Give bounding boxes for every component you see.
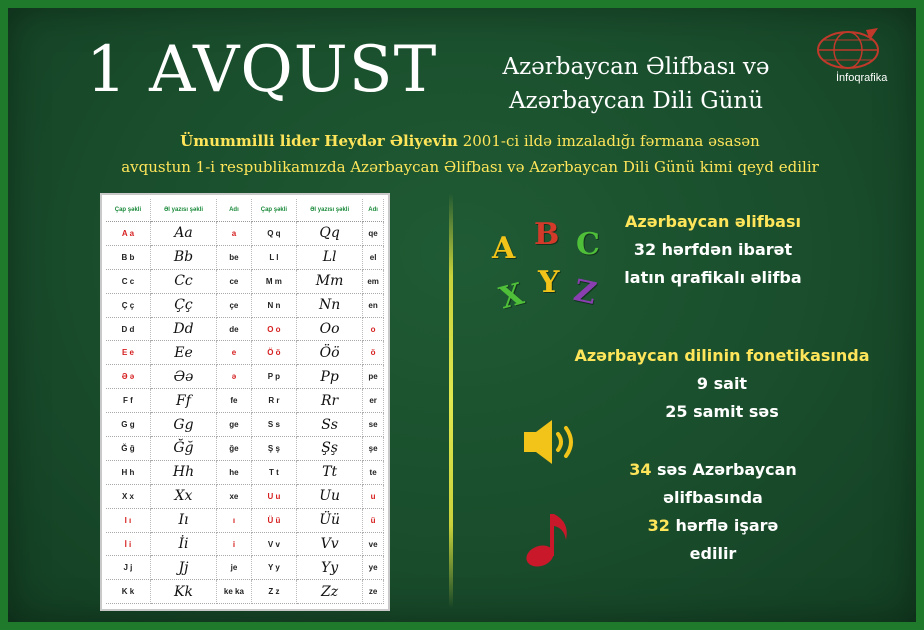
- decor-letter: C: [576, 227, 600, 262]
- letter-handwritten: Nn: [297, 293, 363, 317]
- alphabet-table-panel: [100, 193, 390, 611]
- letters-fact-l2: əlifbasında: [663, 488, 763, 507]
- letter-name: er: [363, 389, 384, 413]
- letter-name: ge: [217, 413, 252, 437]
- letters-fact-l4: edilir: [689, 544, 737, 563]
- phonetics-fact-line3: 25 samit səs: [665, 402, 779, 421]
- col-header: Çap şəkli: [106, 199, 150, 222]
- letter-name: ğe: [217, 437, 252, 461]
- music-note-icon: [522, 508, 578, 570]
- letter-name: xe: [217, 484, 252, 508]
- letter-name: ve: [363, 532, 384, 556]
- table-row: [106, 389, 384, 413]
- intro-line1: 2001-ci ildə imzaladığı fərmana əsasən: [457, 132, 760, 150]
- letter-name: je: [217, 556, 252, 580]
- col-header: Adı: [217, 199, 252, 222]
- letter-handwritten: Zz: [297, 580, 363, 604]
- letter-handwritten: İi: [150, 532, 216, 556]
- letter-name: u: [363, 484, 384, 508]
- letter-handwritten: Bb: [150, 245, 216, 269]
- letter-print: M m: [251, 269, 296, 293]
- letter-print: H h: [106, 460, 150, 484]
- letter-name: ke ka: [217, 580, 252, 604]
- letter-print: R r: [251, 389, 296, 413]
- letter-handwritten: Ll: [297, 245, 363, 269]
- letter-name: qe: [363, 222, 384, 246]
- table-row: [106, 508, 384, 532]
- letter-print: Y y: [251, 556, 296, 580]
- vertical-divider: [449, 193, 453, 608]
- col-header: Adı: [363, 199, 384, 222]
- letter-name: ze: [363, 580, 384, 604]
- letter-handwritten: Xx: [150, 484, 216, 508]
- letter-name: şe: [363, 437, 384, 461]
- letter-print: Ğ ğ: [106, 437, 150, 461]
- letter-handwritten: Uu: [297, 484, 363, 508]
- alphabet-fact-line2: 32 hərfdən ibarət: [633, 240, 793, 259]
- alphabet-fact-line3: latın qrafikalı əlifba: [624, 268, 802, 287]
- letter-name: be: [217, 245, 252, 269]
- letter-print: I ı: [106, 508, 150, 532]
- letter-handwritten: Kk: [150, 580, 216, 604]
- letter-handwritten: Ee: [150, 341, 216, 365]
- letter-name: çe: [217, 293, 252, 317]
- letters-fact: [598, 456, 828, 568]
- col-header: Əl yazısı şəkli: [297, 199, 363, 222]
- holiday-title: [486, 50, 786, 118]
- letter-name: ü: [363, 508, 384, 532]
- intro-line2: avqustun 1-i respublikamızda Azərbaycan Əlifbası və Azərbaycan Dili Günü kimi qeyd edilir: [121, 158, 819, 176]
- letter-print: U u: [251, 484, 296, 508]
- letter-print: O o: [251, 317, 296, 341]
- letter-print: E e: [106, 341, 150, 365]
- letter-handwritten: Iı: [150, 508, 216, 532]
- letter-print: Ç ç: [106, 293, 150, 317]
- letters-fact-34: 34: [629, 460, 658, 479]
- letter-print: T t: [251, 460, 296, 484]
- letter-name: o: [363, 317, 384, 341]
- letter-handwritten: Qq: [297, 222, 363, 246]
- letter-handwritten: Öö: [297, 341, 363, 365]
- letter-name: a: [217, 222, 252, 246]
- letter-print: N n: [251, 293, 296, 317]
- letter-name: ö: [363, 341, 384, 365]
- letter-print: C c: [106, 269, 150, 293]
- table-row: [106, 269, 384, 293]
- letter-name: el: [363, 245, 384, 269]
- letter-name: ı: [217, 508, 252, 532]
- alphabet-fact: [608, 208, 818, 292]
- letter-print: Ö ö: [251, 341, 296, 365]
- table-row: [106, 317, 384, 341]
- phonetics-fact-title: Azərbaycan dilinin fonetikasında: [574, 346, 870, 365]
- letter-handwritten: Tt: [297, 460, 363, 484]
- letters-fact-32: 32: [647, 516, 676, 535]
- phonetics-fact: [552, 342, 892, 426]
- letter-print: P p: [251, 365, 296, 389]
- letter-name: pe: [363, 365, 384, 389]
- table-row: [106, 484, 384, 508]
- letter-print: Ü ü: [251, 508, 296, 532]
- letter-name: e: [217, 341, 252, 365]
- letters-fact-l3: hərflə işarə: [675, 516, 779, 535]
- intro-text: [48, 128, 892, 180]
- letter-print: Z z: [251, 580, 296, 604]
- letter-print: B b: [106, 245, 150, 269]
- holiday-title-line1: Azərbaycan Əlifbası və: [502, 54, 770, 80]
- letter-print: V v: [251, 532, 296, 556]
- logo-label: İnfoqrafika: [836, 72, 888, 84]
- letter-handwritten: Çç: [150, 293, 216, 317]
- letter-handwritten: Rr: [297, 389, 363, 413]
- letter-name: he: [217, 460, 252, 484]
- letter-handwritten: Pp: [297, 365, 363, 389]
- phonetics-fact-line2: 9 sait: [696, 374, 748, 393]
- table-row: [106, 532, 384, 556]
- intro-bold: Ümummilli lider Heydər Əliyevin: [180, 132, 458, 150]
- decor-letter: B: [534, 217, 560, 252]
- abc-letters-decoration: [488, 213, 618, 323]
- col-header: Çap şəkli: [251, 199, 296, 222]
- letter-name: em: [363, 269, 384, 293]
- letter-handwritten: Əə: [150, 365, 216, 389]
- letter-print: G g: [106, 413, 150, 437]
- letter-name: fe: [217, 389, 252, 413]
- col-header: Əl yazısı şəkli: [150, 199, 216, 222]
- letter-print: X x: [106, 484, 150, 508]
- table-row: [106, 580, 384, 604]
- holiday-title-line2: Azərbaycan Dili Günü: [508, 88, 764, 114]
- letter-print: A a: [106, 222, 150, 246]
- letter-name: ce: [217, 269, 252, 293]
- letter-print: L l: [251, 245, 296, 269]
- letter-handwritten: Jj: [150, 556, 216, 580]
- letter-print: D d: [106, 317, 150, 341]
- letter-print: F f: [106, 389, 150, 413]
- letter-handwritten: Üü: [297, 508, 363, 532]
- letter-name: i: [217, 532, 252, 556]
- letter-handwritten: Ff: [150, 389, 216, 413]
- letter-handwritten: Vv: [297, 532, 363, 556]
- letter-print: Ə ə: [106, 365, 150, 389]
- letter-name: ye: [363, 556, 384, 580]
- letter-name: ə: [217, 365, 252, 389]
- letter-handwritten: Cc: [150, 269, 216, 293]
- table-row: [106, 245, 384, 269]
- letter-handwritten: Mm: [297, 269, 363, 293]
- letter-handwritten: Gg: [150, 413, 216, 437]
- table-row: [106, 413, 384, 437]
- table-header-row: [106, 199, 384, 222]
- letter-print: Ş ş: [251, 437, 296, 461]
- letter-print: S s: [251, 413, 296, 437]
- letters-fact-l1: səs Azərbaycan: [657, 460, 797, 479]
- letter-handwritten: Şş: [297, 437, 363, 461]
- alphabet-table: [106, 199, 384, 604]
- letter-name: se: [363, 413, 384, 437]
- table-row: [106, 365, 384, 389]
- decor-letter: A: [492, 231, 516, 266]
- chalkboard-background: [8, 8, 916, 622]
- date-title: 1 AVQUST: [86, 33, 438, 107]
- letter-handwritten: Ğğ: [150, 437, 216, 461]
- letter-name: en: [363, 293, 384, 317]
- decor-letter: Z: [570, 273, 600, 312]
- letter-handwritten: Hh: [150, 460, 216, 484]
- table-row: [106, 556, 384, 580]
- letter-print: Q q: [251, 222, 296, 246]
- letter-print: K k: [106, 580, 150, 604]
- table-row: [106, 460, 384, 484]
- table-row: [106, 293, 384, 317]
- table-row: [106, 341, 384, 365]
- decor-letter: Y: [538, 265, 560, 300]
- letter-handwritten: Dd: [150, 317, 216, 341]
- letter-handwritten: Oo: [297, 317, 363, 341]
- speaker-icon: [520, 416, 582, 468]
- table-row: [106, 437, 384, 461]
- table-row: [106, 222, 384, 246]
- alphabet-fact-title: Azərbaycan əlifbası: [625, 212, 801, 231]
- letter-name: de: [217, 317, 252, 341]
- letter-print: İ i: [106, 532, 150, 556]
- letter-handwritten: Aa: [150, 222, 216, 246]
- letter-handwritten: Ss: [297, 413, 363, 437]
- letter-name: te: [363, 460, 384, 484]
- letter-print: J j: [106, 556, 150, 580]
- decor-letter: X: [495, 276, 528, 317]
- letter-handwritten: Yy: [297, 556, 363, 580]
